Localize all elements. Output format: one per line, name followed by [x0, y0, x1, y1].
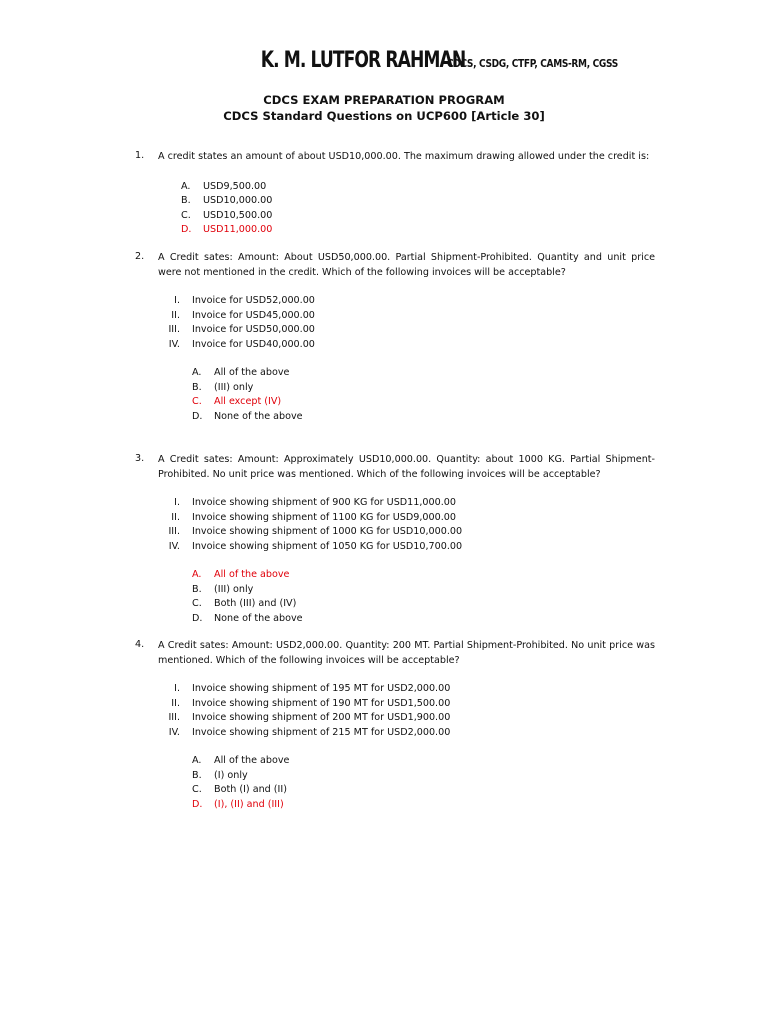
answer-option-b	[135, 381, 655, 396]
option-letter: D.	[181, 224, 192, 235]
invoice-item	[135, 323, 655, 338]
option-text: All of the above	[214, 755, 290, 766]
answer-option-b	[135, 583, 655, 598]
option-letter: B.	[192, 583, 202, 595]
answer-option-a	[135, 366, 655, 381]
author-credentials: CDCS, CSDG, CTFP, CAMS-RM, CGSS	[446, 57, 618, 70]
option-text: None of the above	[214, 612, 303, 624]
option-letter: C.	[192, 598, 202, 609]
author-name: K. M. LUTFOR RAHMAN	[260, 48, 466, 73]
option-letter: B.	[192, 381, 202, 393]
answer-option-d-correct	[135, 798, 655, 813]
invoice-text: Invoice for USD50,000.00	[192, 324, 315, 335]
document-titles	[0, 92, 768, 124]
answer-option-c	[135, 597, 655, 612]
answer-option-a	[135, 180, 655, 195]
question-text: A Credit sates: Amount: About USD50,000.00. Partial Shipment-Prohibited. Quantity and unit price were not mentioned in the credit. Which of the following invoices will be acceptable?	[158, 252, 655, 278]
question-number: 1.	[135, 150, 145, 161]
option-letter: D.	[192, 612, 203, 624]
roman-numeral: II.	[171, 511, 180, 523]
answer-options	[135, 568, 655, 626]
roman-numeral: III.	[168, 526, 180, 537]
answer-option-a-correct	[135, 568, 655, 583]
option-letter: D.	[192, 410, 203, 422]
option-text: USD10,500.00	[203, 209, 273, 221]
invoice-item	[135, 726, 655, 741]
option-text: (I), (II) and (III)	[214, 798, 284, 810]
option-text: (I) only	[214, 769, 248, 781]
option-text: (III) only	[214, 381, 254, 393]
question-text: A credit states an amount of about USD10,000.00. The maximum drawing allowed under the credit is:	[158, 151, 650, 162]
answer-options	[135, 366, 655, 424]
invoice-text: Invoice showing shipment of 190 MT for USD1,500.00	[192, 697, 451, 709]
option-text: All of the above	[214, 569, 290, 580]
option-text: USD9,500.00	[203, 180, 267, 192]
roman-numeral: I.	[174, 497, 180, 508]
invoice-item	[135, 697, 655, 712]
invoice-text: Invoice showing shipment of 200 MT for USD1,900.00	[192, 712, 451, 723]
option-letter: A.	[192, 569, 202, 580]
answer-option-d	[135, 410, 655, 425]
answer-option-c	[135, 783, 655, 798]
invoice-list	[135, 682, 655, 740]
question-2	[135, 251, 655, 424]
option-text: Both (I) and (II)	[214, 784, 287, 795]
program-title: CDCS EXAM PREPARATION PROGRAM	[263, 93, 505, 107]
answer-options	[135, 180, 655, 238]
invoice-item	[135, 338, 655, 353]
roman-numeral: III.	[168, 712, 180, 723]
answer-option-c-correct	[135, 395, 655, 410]
invoice-text: Invoice showing shipment of 1050 KG for USD10,700.00	[192, 540, 463, 552]
option-text: USD10,000.00	[203, 195, 273, 206]
invoice-text: Invoice showing shipment of 900 KG for USD11,000.00	[192, 497, 457, 508]
option-text: (III) only	[214, 583, 254, 595]
answer-option-a	[135, 754, 655, 769]
invoice-item	[135, 309, 655, 324]
invoice-text: Invoice showing shipment of 195 MT for USD2,000.00	[192, 683, 451, 694]
roman-numeral: II.	[171, 697, 180, 709]
invoice-item	[135, 294, 655, 309]
option-letter: B.	[181, 195, 191, 206]
question-text: A Credit sates: Amount: USD2,000.00. Quantity: 200 MT. Partial Shipment-Prohibited. No unit price was mentioned. Which of the following invoices will be acceptable?	[158, 640, 655, 666]
question-1	[135, 150, 655, 238]
option-letter: A.	[181, 180, 191, 192]
page-header	[203, 48, 655, 73]
option-letter: A.	[192, 755, 202, 766]
invoice-text: Invoice for USD52,000.00	[192, 295, 315, 306]
invoice-text: Invoice showing shipment of 1000 KG for USD10,000.00	[192, 526, 463, 537]
answer-option-b	[135, 194, 655, 209]
option-text: All except (IV)	[214, 396, 282, 407]
option-text: None of the above	[214, 410, 303, 422]
roman-numeral: I.	[174, 295, 180, 306]
option-text: Both (III) and (IV)	[214, 598, 297, 609]
invoice-list	[135, 496, 655, 554]
option-letter: C.	[181, 209, 191, 221]
option-text: USD11,000.00	[203, 224, 273, 235]
question-number: 3.	[135, 453, 145, 464]
answer-option-d-correct	[135, 223, 655, 238]
option-text: All of the above	[214, 367, 290, 378]
invoice-list	[135, 294, 655, 352]
invoice-item	[135, 496, 655, 511]
invoice-text: Invoice for USD45,000.00	[192, 309, 315, 321]
question-text: A Credit sates: Amount: Approximately USD10,000.00. Quantity: about 1000 KG. Partial Shipment-Prohibited. No unit price was mentioned. Which of the following invoices will be acceptable?	[158, 454, 655, 480]
roman-numeral: I.	[174, 683, 180, 694]
invoice-item	[135, 511, 655, 526]
invoice-item	[135, 682, 655, 697]
question-number: 4.	[135, 639, 145, 650]
option-letter: B.	[192, 769, 202, 781]
roman-numeral: IV.	[168, 726, 180, 738]
answer-option-c	[135, 209, 655, 224]
option-letter: A.	[192, 367, 202, 378]
option-letter: C.	[192, 396, 202, 407]
roman-numeral: II.	[171, 309, 180, 321]
answer-option-d	[135, 612, 655, 627]
answer-option-b	[135, 769, 655, 784]
invoice-text: Invoice showing shipment of 1100 KG for USD9,000.00	[192, 511, 457, 523]
invoice-text: Invoice for USD40,000.00	[192, 338, 315, 350]
invoice-item	[135, 525, 655, 540]
roman-numeral: IV.	[168, 540, 180, 552]
roman-numeral: III.	[168, 324, 180, 335]
answer-options	[135, 754, 655, 812]
invoice-item	[135, 540, 655, 555]
invoice-item	[135, 711, 655, 726]
option-letter: D.	[192, 798, 203, 810]
roman-numeral: IV.	[168, 338, 180, 350]
option-letter: C.	[192, 784, 202, 795]
question-4	[135, 639, 655, 812]
document-subtitle: CDCS Standard Questions on UCP600 [Article 30]	[223, 109, 545, 123]
invoice-text: Invoice showing shipment of 215 MT for USD2,000.00	[192, 726, 451, 738]
question-number: 2.	[135, 251, 145, 262]
question-3	[135, 453, 655, 626]
